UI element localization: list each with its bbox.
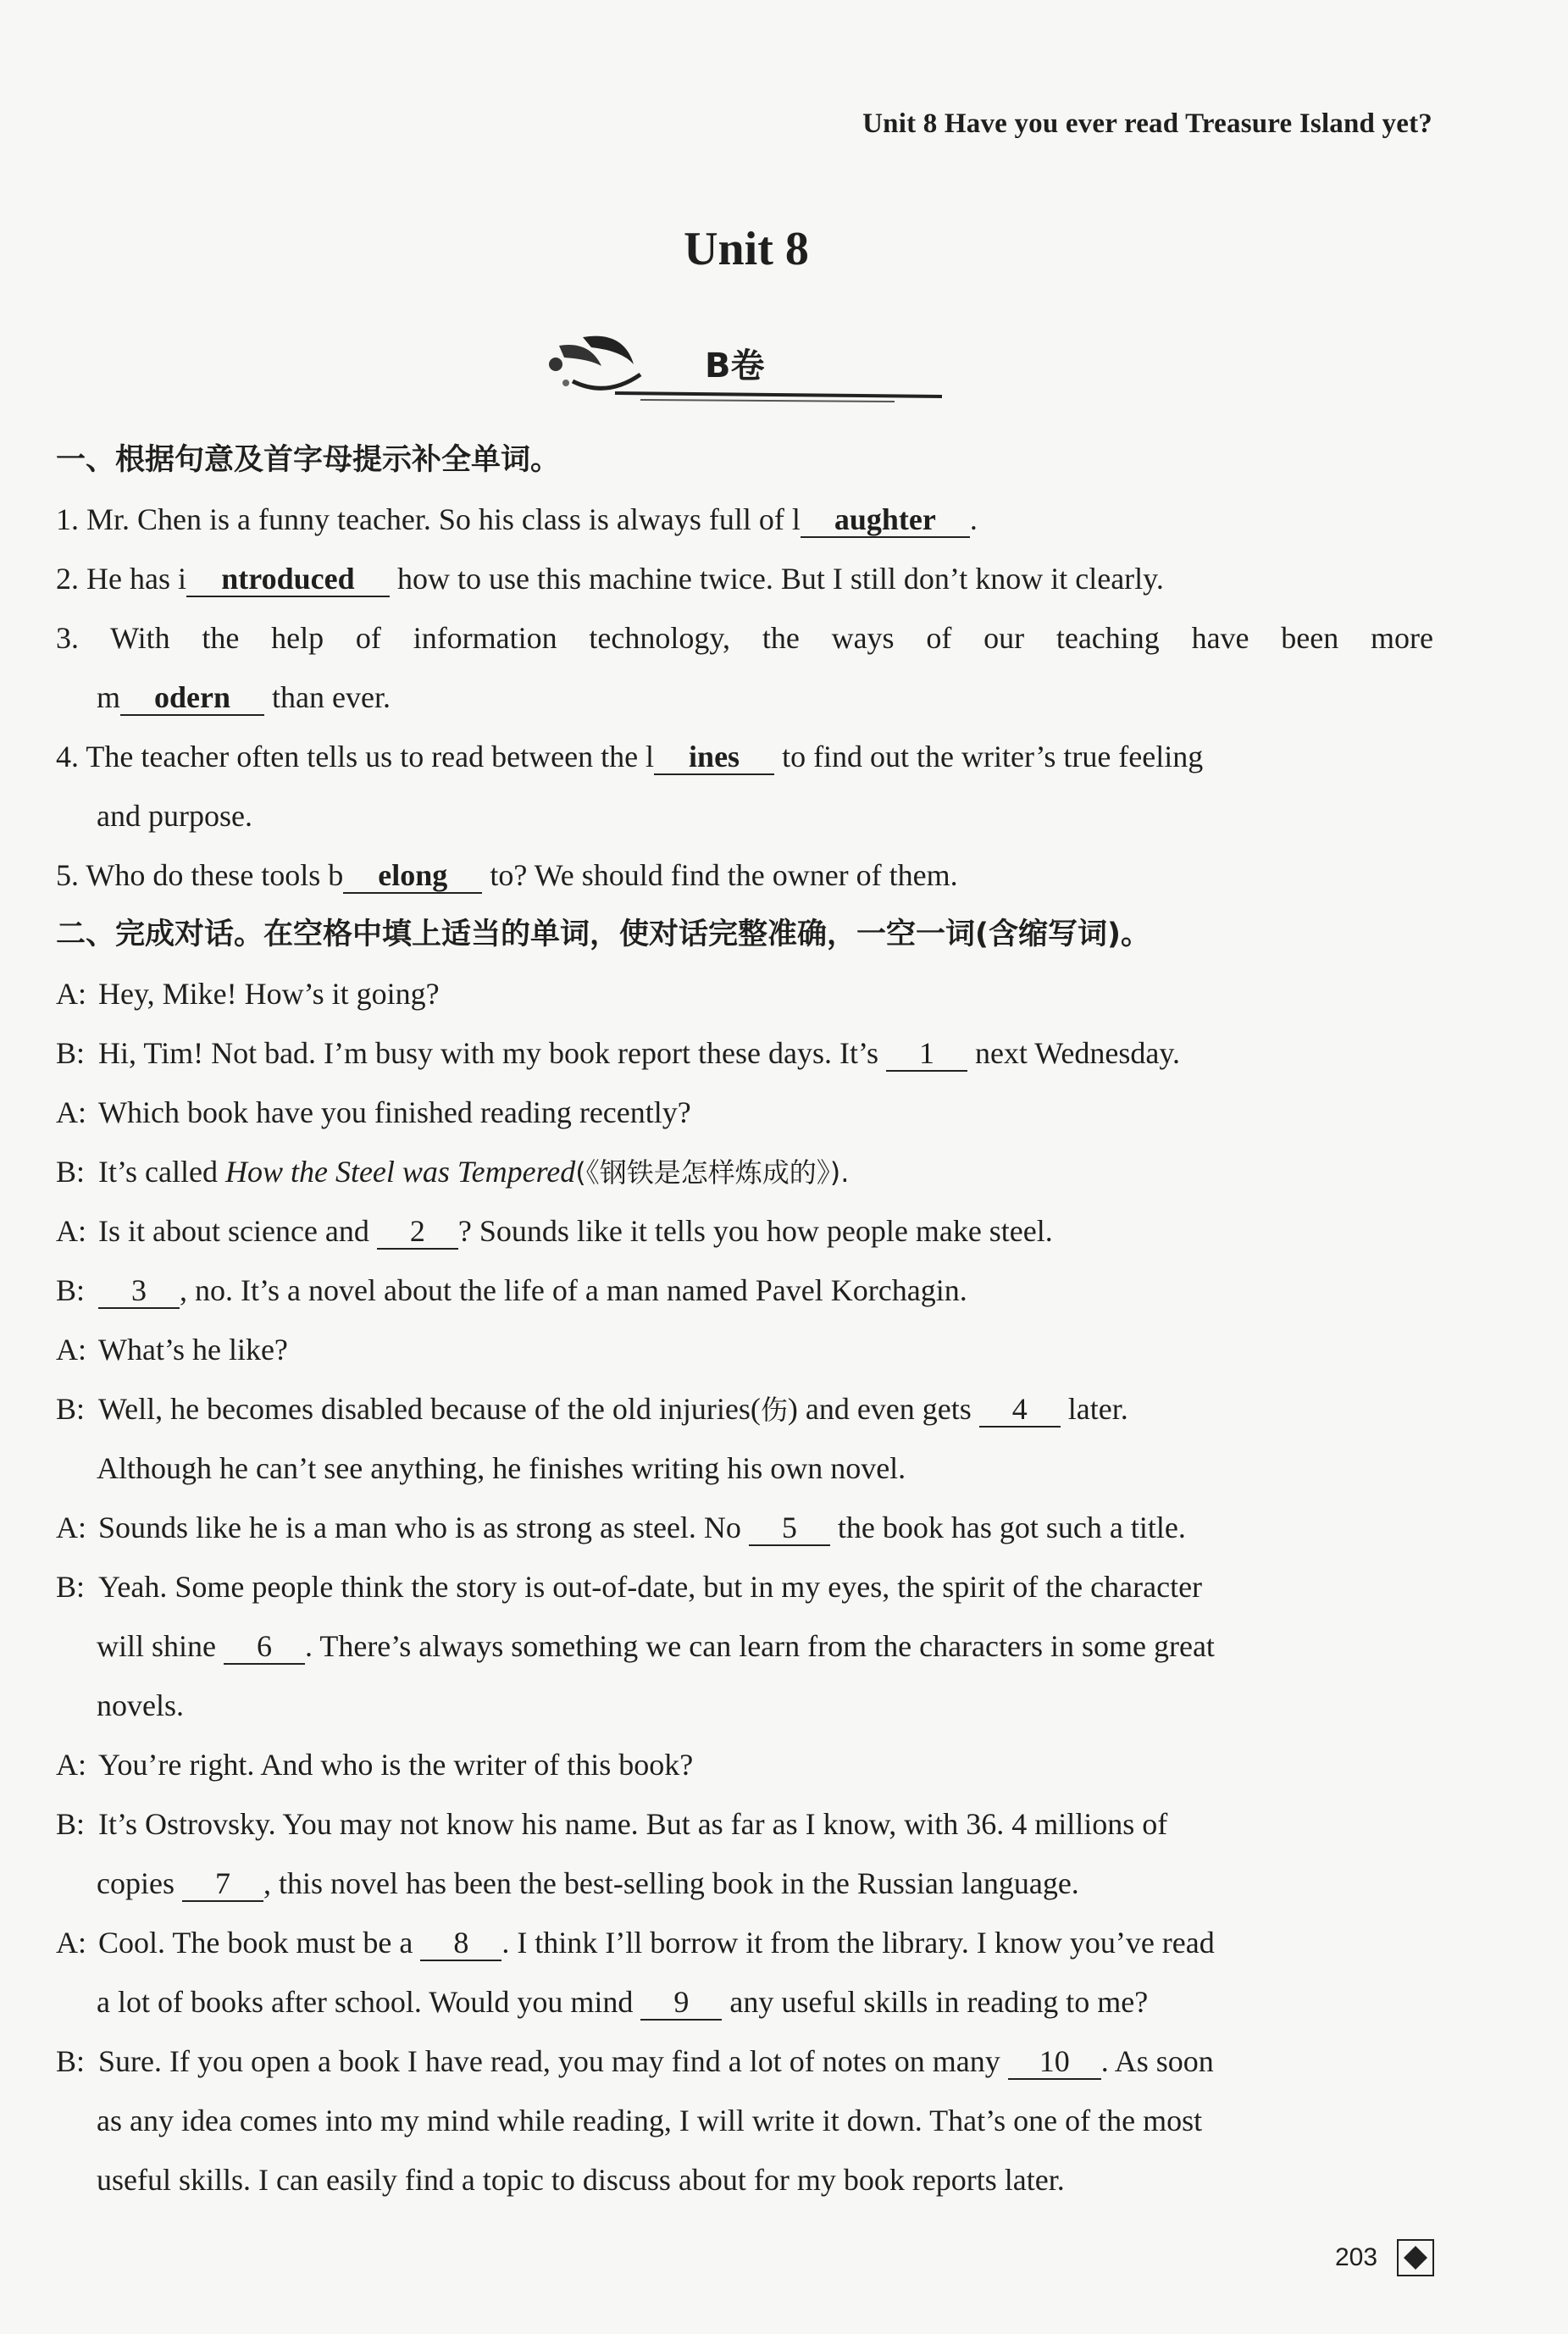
answer-blank: ines [654, 740, 774, 775]
dialogue-line: B: 3 , no. It’s a novel about the life of a man named Pavel Korchagin. [56, 1261, 1433, 1320]
answer-blank: odern [120, 680, 264, 716]
q1: 1. Mr. Chen is a funny teacher. So his class is always full of l aughter . [56, 502, 978, 536]
speaker: B: [56, 1570, 86, 1604]
q2: 2. He has i ntroduced how to use this machine twice. But I still don’t know it clearly. [56, 562, 1164, 596]
exercise-content [56, 430, 1433, 2209]
blank-10: 10 [1008, 2044, 1101, 2080]
dialogue-line: A: You’re right. And who is the writer of this book? [56, 1735, 1433, 1794]
speaker: B: [56, 1807, 86, 1841]
answer-blank: ntroduced [186, 562, 390, 597]
blank-4: 4 [979, 1392, 1061, 1428]
volume-banner [539, 322, 945, 407]
blank-3: 3 [98, 1273, 180, 1309]
speaker: A: [56, 1333, 86, 1367]
dialogue-line: B: Well, he becomes disabled because of the old injuries(伤) and even gets 4 later. [56, 1379, 1433, 1439]
q3-cont: m odern than ever. [97, 680, 391, 714]
answer-blank: elong [343, 858, 482, 894]
section2-heading: 二、完成对话。在空格中填上适当的单词，使对话完整准确，一空一词(含缩写词)。 [56, 918, 1150, 951]
speaker: B: [56, 1392, 86, 1426]
blank-5: 5 [749, 1511, 830, 1546]
speaker: A: [56, 977, 86, 1011]
speaker: A: [56, 1748, 86, 1782]
q4-cont: and purpose. [97, 799, 252, 833]
dialogue-cont: a lot of books after school. Would you mind 9 any useful skills in reading to me? [97, 1985, 1149, 2019]
diamond-box-icon [1396, 2238, 1435, 2277]
blank-2: 2 [377, 1214, 458, 1250]
blank-9: 9 [640, 1985, 722, 2021]
dialogue-line: A: Which book have you finished reading recently? [56, 1083, 1433, 1142]
dialogue-cont: copies 7 , this novel has been the best-selling book in the Russian language. [97, 1866, 1079, 1900]
dialogue-cont: Although he can’t see anything, he finishes writing his own novel. [97, 1451, 906, 1485]
dialogue-line: A: What’s he like? [56, 1320, 1433, 1379]
blank-7: 7 [182, 1866, 263, 1902]
dialogue-line: B: Yeah. Some people think the story is out-of-date, but in my eyes, the spirit of the character [56, 1557, 1433, 1616]
dialogue-line: B: Sure. If you open a book I have read, you may find a lot of notes on many 10 . As soon [56, 2032, 1433, 2091]
answer-blank: aughter [801, 502, 970, 538]
q3: 3. With the help of information technology, the ways of our teaching have been more [56, 621, 1433, 655]
speaker: A: [56, 1926, 86, 1960]
speaker: B: [56, 2044, 86, 2078]
speaker: B: [56, 1036, 86, 1070]
dialogue-line: A: Is it about science and 2 ? Sounds like it tells you how people make steel. [56, 1201, 1433, 1261]
dialogue-line: B: It’s Ostrovsky. You may not know his name. But as far as I know, with 36. 4 millions of [56, 1794, 1433, 1854]
dialogue-cont: as any idea comes into my mind while reading, I will write it down. That’s one of the most [97, 2104, 1203, 2137]
unit-title: Unit 8 [684, 223, 809, 275]
dialogue-line: A: Cool. The book must be a 8 . I think I’ll borrow it from the library. I know you’ve read [56, 1913, 1433, 1972]
volume-label: B卷 [705, 346, 765, 385]
page-number: 203 [1335, 2237, 1377, 2279]
speaker: B: [56, 1155, 86, 1189]
dialogue-cont: useful skills. I can easily find a topic to discuss about for my book reports later. [97, 2163, 1065, 2197]
blank-1: 1 [886, 1036, 967, 1072]
dialogue-line: B: It’s called How the Steel was Tempered(《钢铁是怎样炼成的》). [56, 1142, 1433, 1201]
dialogue-line: A: Sounds like he is a man who is as strong as steel. No 5 the book has got such a title. [56, 1498, 1433, 1557]
dialogue-line: B: Hi, Tim! Not bad. I’m busy with my book report these days. It’s 1 next Wednesday. [56, 1023, 1433, 1083]
dialogue-line: A: Hey, Mike! How’s it going? [56, 964, 1433, 1023]
speaker: A: [56, 1095, 86, 1129]
dialogue-cont: will shine 6 . There’s always something we can learn from the characters in some great [97, 1629, 1215, 1663]
running-head: Unit 8 Have you ever read Treasure Island yet? [862, 108, 1432, 139]
book-title: How the Steel was Tempered [224, 1155, 576, 1189]
blank-6: 6 [224, 1629, 305, 1665]
dialogue-cont: novels. [97, 1688, 184, 1722]
section1-heading: 一、根据句意及首字母提示补全单词。 [56, 443, 561, 477]
q5: 5. Who do these tools b elong to? We should find the owner of them. [56, 858, 958, 892]
speaker: A: [56, 1511, 86, 1544]
blank-8: 8 [420, 1926, 501, 1961]
q4: 4. The teacher often tells us to read between the l ines to find out the writer’s true feeling [56, 740, 1204, 773]
speaker: A: [56, 1214, 86, 1248]
speaker: B: [56, 1273, 86, 1307]
